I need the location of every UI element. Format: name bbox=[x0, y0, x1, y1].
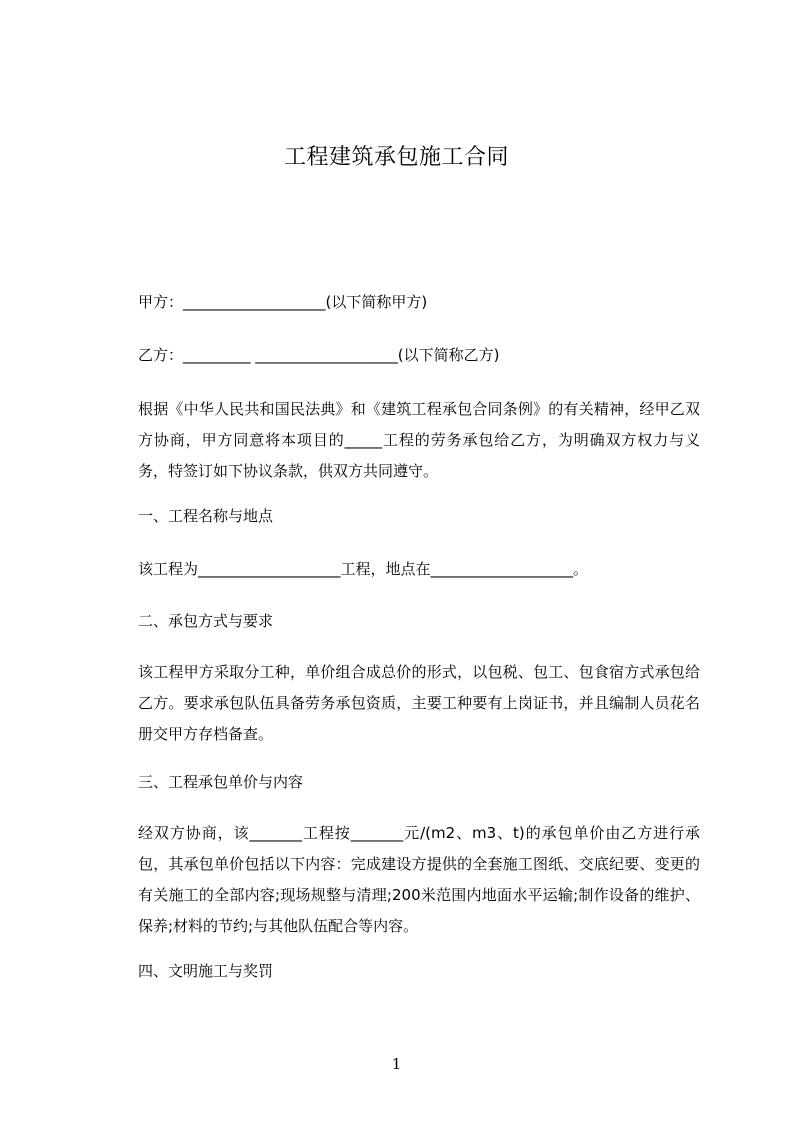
page-number: 1 bbox=[391, 1055, 402, 1073]
section-3-heading: 三、工程承包单价与内容 bbox=[138, 773, 304, 791]
party-b-line: 乙方：_________ ___________________(以下简称乙方) bbox=[138, 346, 500, 364]
party-a-line: 甲方：___________________(以下简称甲方) bbox=[138, 293, 428, 311]
section-3-body: 经双方协商，该_______工程按_______元/(m2、m3、t)的承包单价由乙方进行承包，其承包单价包括以下内容：完成建设方提供的全套施工图纸、交底纪要、变更的有关施工的全部内容;现场规整与清理;200米范围内地面水平运输;制作设备的维护、保养;材料的节约;与其他队伍配合等内容。 bbox=[138, 824, 700, 935]
document-title: 工程建筑承包施工合同 bbox=[283, 145, 509, 170]
preamble-paragraph bbox=[108, 394, 700, 487]
section-4-heading: 四、文明施工与奖罚 bbox=[138, 962, 274, 980]
section-1-heading: 一、工程名称与地点 bbox=[138, 507, 274, 525]
section-3-paragraph bbox=[108, 818, 700, 942]
section-2-heading: 二、承包方式与要求 bbox=[138, 612, 274, 630]
section-2-paragraph bbox=[108, 657, 700, 750]
section-2-body: 该工程甲方采取分工种，单价组合成总价的形式，以包税、包工、包食宿方式承包给乙方。要求承包队伍具备劳务承包资质，主要工种要有上岗证书，并且编制人员花名册交甲方存档备查。 bbox=[138, 663, 700, 743]
preamble-text: 根据《中华人民共和国民法典》和《建筑工程承包合同条例》的有关精神，经甲乙双方协商，甲方同意将本项目的_____工程的劳务承包给乙方，为明确双方权力与义务，特签订如下协议条款，供双方共同遵守。 bbox=[138, 400, 700, 480]
section-1-body: 该工程为___________________工程，地点在___________________。 bbox=[138, 560, 589, 578]
